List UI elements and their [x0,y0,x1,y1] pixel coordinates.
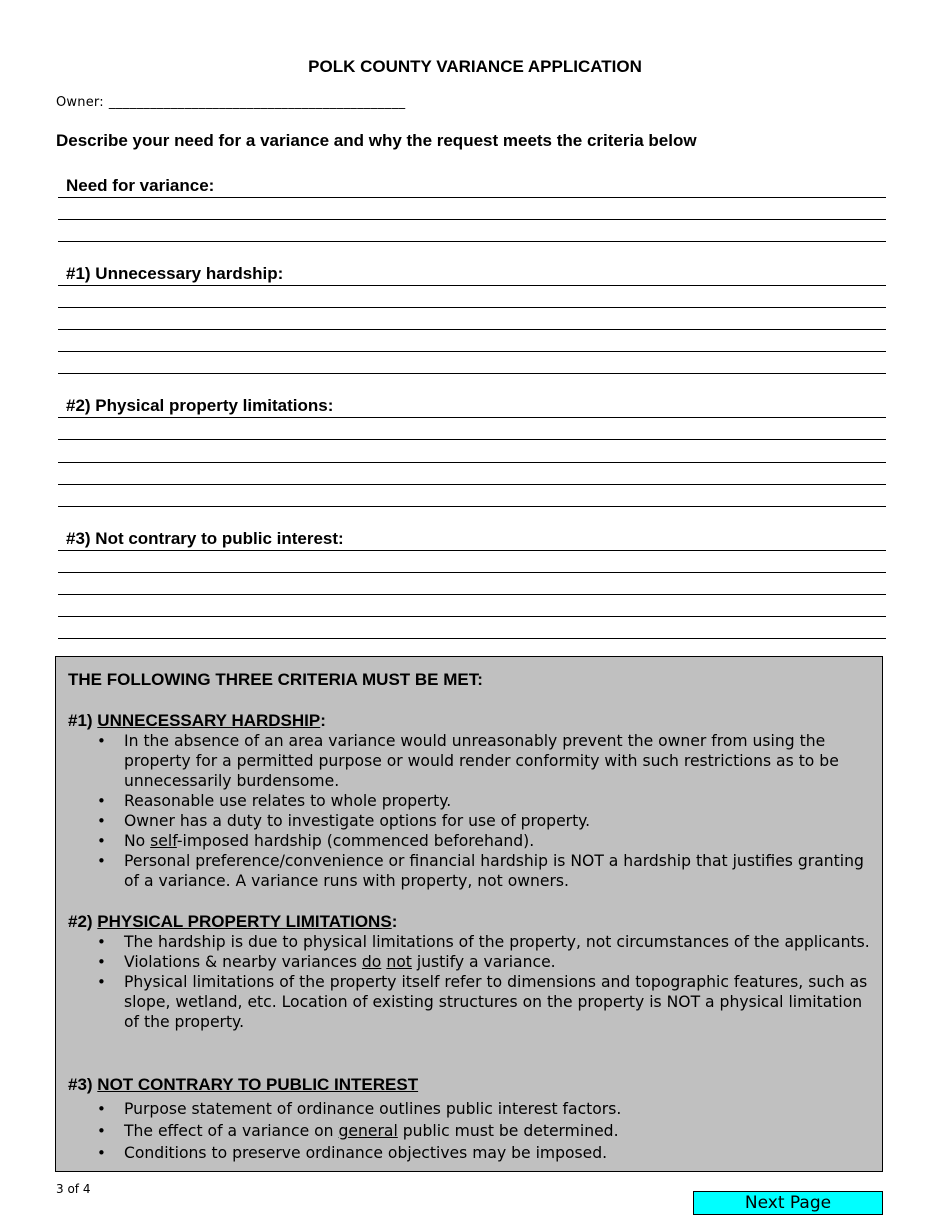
section-label-unnecessary-hardship: #1) Unnecessary hardship: [66,264,284,283]
criterion-1-list [124,731,874,891]
answer-line[interactable] [58,616,886,617]
criterion-2-heading: #2) PHYSICAL PROPERTY LIMITATIONS: [68,912,398,931]
list-item: • No self-imposed hardship (commenced beforehand). [124,831,874,851]
answer-line[interactable] [58,241,886,242]
list-item: • The effect of a variance on general public must be determined. [124,1120,874,1142]
list-item: • Owner has a duty to investigate options for use of property. [124,811,874,831]
answer-line[interactable] [58,197,886,198]
answer-line[interactable] [58,373,886,374]
section-label-physical-limitations: #2) Physical property limitations: [66,396,334,415]
answer-line[interactable] [58,351,886,352]
answer-line[interactable] [58,506,886,507]
answer-line[interactable] [58,462,886,463]
list-item: • Conditions to preserve ordinance objectives may be imposed. [124,1142,874,1164]
criterion-1-heading: #1) UNNECESSARY HARDSHIP: [68,711,326,730]
answer-line[interactable] [58,417,886,418]
criterion-3-heading: #3) NOT CONTRARY TO PUBLIC INTEREST [68,1075,419,1094]
criterion-1-title: UNNECESSARY HARDSHIP [97,711,321,730]
criterion-2-title: PHYSICAL PROPERTY LIMITATIONS [97,912,392,931]
answer-line[interactable] [58,638,886,639]
instructions-text: Describe your need for a variance and why the request meets the criteria below [56,131,697,150]
answer-line[interactable] [58,484,886,485]
criteria-box [55,656,883,1172]
answer-line[interactable] [58,572,886,573]
list-item: • Reasonable use relates to whole property. [124,791,874,811]
list-item: • In the absence of an area variance would unreasonably prevent the owner from using the property for a permitted purpose or would render conformity with such restrictions as to be unnecessarily burdensome. [124,731,874,791]
answer-line[interactable] [58,550,886,551]
criteria-heading: THE FOLLOWING THREE CRITERIA MUST BE MET: [68,670,483,689]
criterion-3-list [124,1098,874,1164]
owner-blank-line[interactable]: ___________________________________________ [108,95,406,110]
answer-line[interactable] [58,307,886,308]
criterion-2-list [124,932,874,1032]
list-item: • Violations & nearby variances do not justify a variance. [124,952,874,972]
page-number: 3 of 4 [56,1182,91,1196]
owner-field[interactable] [56,95,406,110]
answer-line[interactable] [58,329,886,330]
criterion-3-title: NOT CONTRARY TO PUBLIC INTEREST [97,1075,419,1094]
answer-line[interactable] [58,219,886,220]
list-item: • The hardship is due to physical limitations of the property, not circumstances of the applicants. [124,932,874,952]
section-label-public-interest: #3) Not contrary to public interest: [66,529,344,548]
answer-line[interactable] [58,439,886,440]
page-title: POLK COUNTY VARIANCE APPLICATION [308,57,642,76]
owner-label: Owner: [56,95,104,110]
answer-line[interactable] [58,285,886,286]
list-item: • Personal preference/convenience or financial hardship is NOT a hardship that justifies granting of a variance. A variance runs with property, not owners. [124,851,874,891]
answer-line[interactable] [58,594,886,595]
list-item: • Purpose statement of ordinance outlines public interest factors. [124,1098,874,1120]
next-page-button[interactable]: Next Page [693,1191,883,1215]
section-label-need-for-variance: Need for variance: [66,176,215,195]
list-item: • Physical limitations of the property itself refer to dimensions and topographic features, such as slope, wetland, etc. Location of existing structures on the property is NOT a physical limitation of the property. [124,972,874,1032]
